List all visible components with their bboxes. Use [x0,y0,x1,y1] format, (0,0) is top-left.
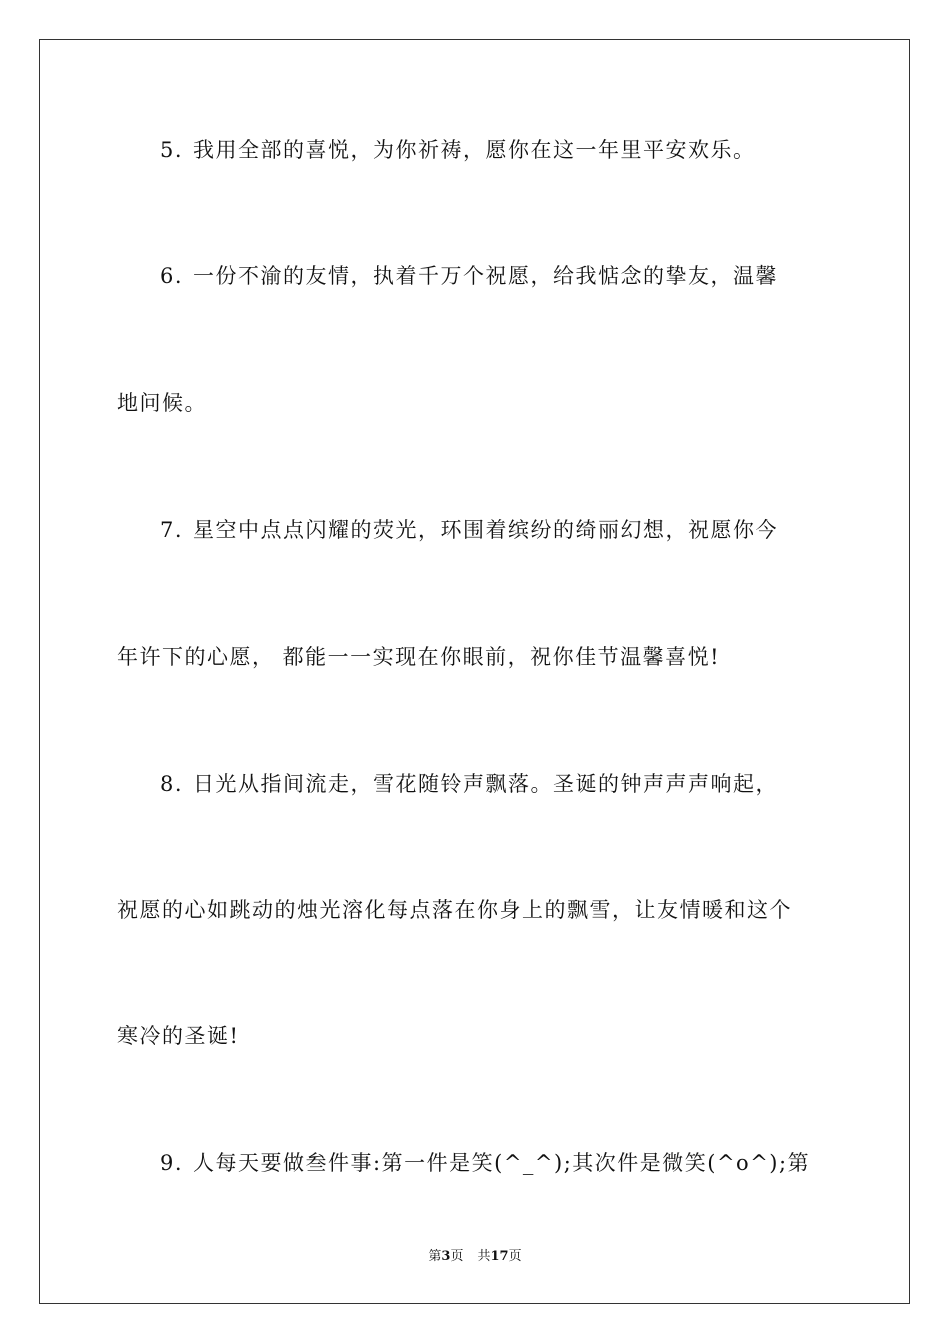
item-number: 9. [160,1151,184,1175]
paragraph-text: 我用全部的喜悦，为你祈祷，愿你在这一年里平安欢乐。 [193,138,756,162]
paragraph-8-line-1 [160,770,880,798]
paragraph-8-line-3: 寒冷的圣诞! [117,1024,240,1048]
page-footer [0,1248,950,1266]
page-suffix: 页 [450,1249,464,1264]
page-prefix: 第 [428,1249,442,1264]
item-number: 6. [160,264,184,288]
page-frame [39,39,910,1304]
paragraph-5-line-1 [160,136,880,164]
total-prefix: 共 [477,1249,491,1264]
total-suffix: 页 [508,1249,522,1264]
total-pages-number: 17 [490,1249,509,1264]
paragraph-7-line-1 [160,516,880,544]
paragraph-6-line-1 [160,262,880,290]
paragraph-8-line-2: 祝愿的心如跳动的烛光溶化每点落在你身上的飘雪，让友情暖和这个 [117,898,792,922]
paragraph-9-line-1 [160,1149,880,1177]
paragraph-text: 一份不渝的友情，执着千万个祝愿，给我惦念的挚友，温馨 [193,264,779,288]
paragraph-text: 日光从指间流走，雪花随铃声飘落。圣诞的钟声声声响起， [193,772,779,796]
item-number: 8. [160,772,184,796]
current-page-number: 3 [441,1249,451,1264]
paragraph-text: 人每天要做叁件事:第一件是笑(^_^);其次件是微笑(^o^);第 [193,1151,811,1175]
item-number: 5. [160,138,184,162]
item-number: 7. [160,518,184,542]
paragraph-7-line-2: 年许下的心愿， 都能一一实现在你眼前，祝你佳节温馨喜悦! [117,645,721,669]
paragraph-text: 星空中点点闪耀的荧光，环围着缤纷的绮丽幻想，祝愿你今 [193,518,779,542]
paragraph-6-line-2: 地问候。 [117,391,207,415]
